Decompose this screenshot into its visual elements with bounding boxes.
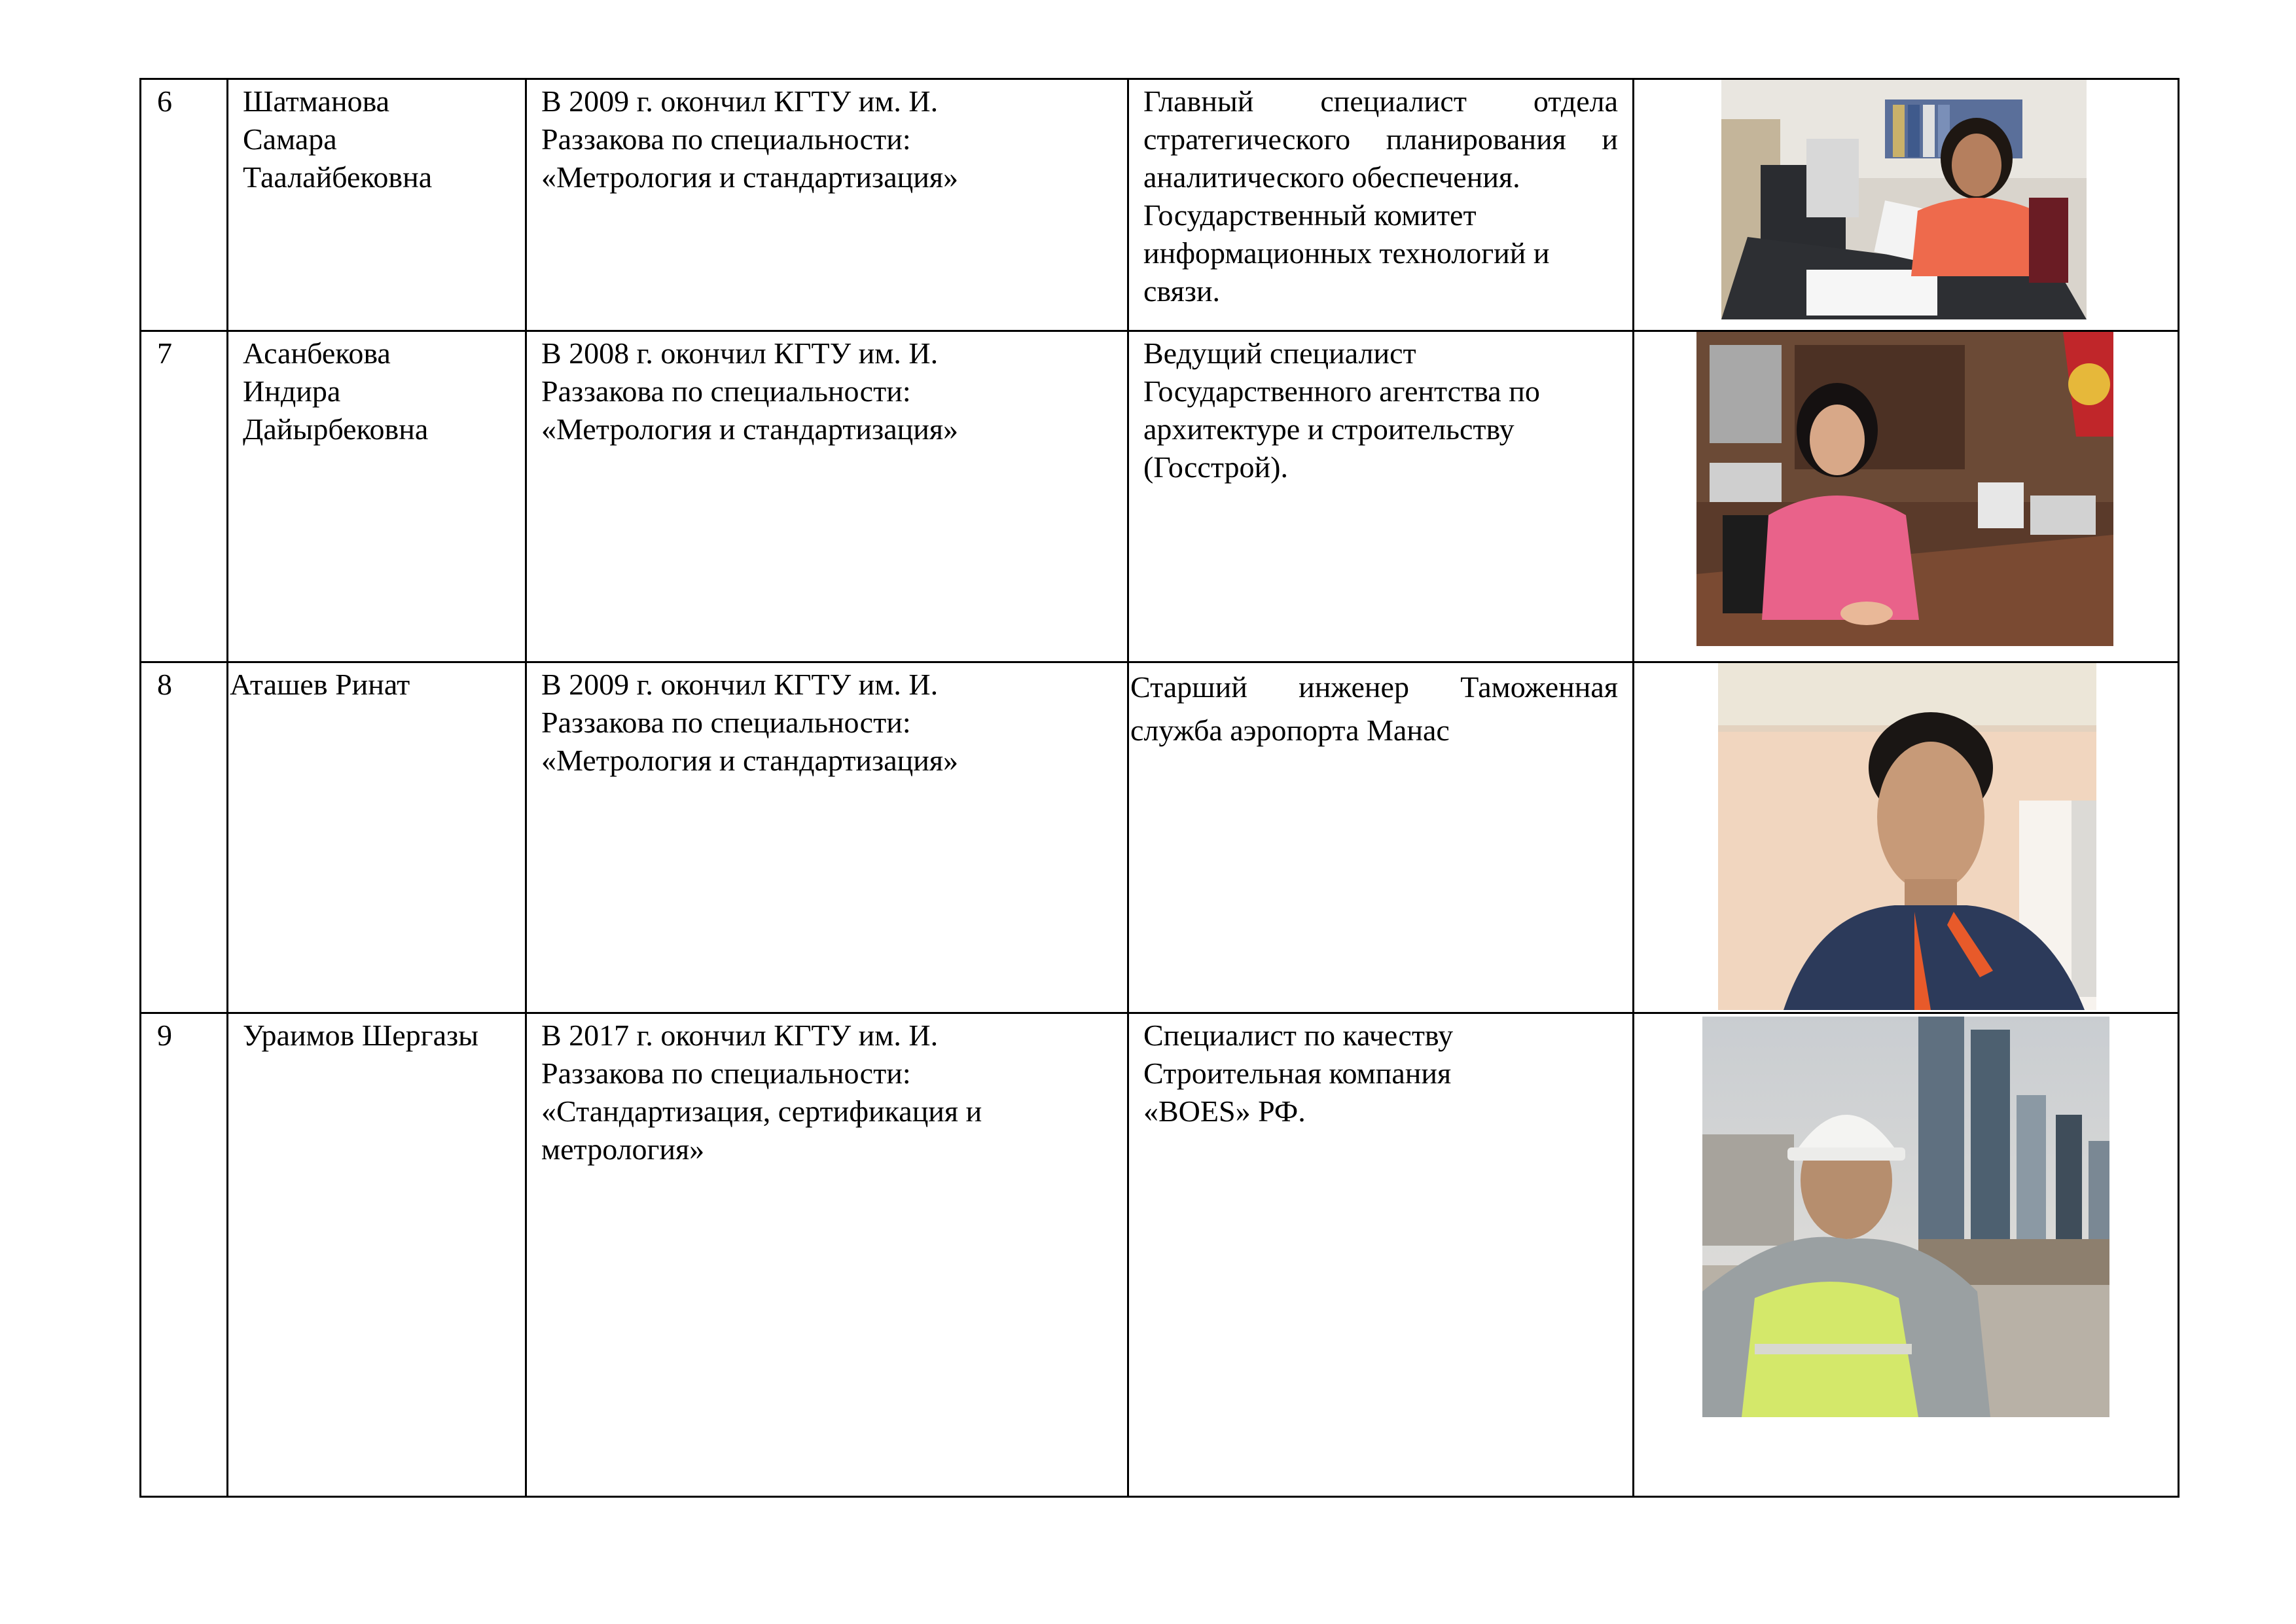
photo-cell bbox=[1634, 331, 2179, 662]
man-selfie-photo bbox=[1718, 663, 2096, 1010]
education-info: В 2008 г. окончил КГТУ им. И. Раззакова по специальности: «Метрология и стандартизация» bbox=[526, 331, 1128, 662]
table-row bbox=[141, 79, 2179, 331]
office-woman-pink-photo bbox=[1696, 332, 2113, 646]
job-position: Специалист по качеству Строительная компания «BOES» РФ. bbox=[1128, 1013, 1634, 1497]
person-name: Аташев Ринат bbox=[228, 662, 526, 1013]
education-info: В 2017 г. окончил КГТУ им. И. Раззакова по специальности: «Стандартизация, сертификация и метрология» bbox=[526, 1013, 1128, 1497]
person-name: Шатманова Самара Таалайбековна bbox=[228, 79, 526, 331]
table-row bbox=[141, 1013, 2179, 1497]
job-position: Главный специалист отдела стратегического планирования и аналитического обеспечения. Государственный комитет информационных технологий и связи. bbox=[1128, 79, 1634, 331]
person-name: Ураимов Шергазы bbox=[228, 1013, 526, 1497]
education-info: В 2009 г. окончил КГТУ им. И. Раззакова по специальности: «Метрология и стандартизация» bbox=[526, 79, 1128, 331]
person-name: Асанбекова Индира Дайырбековна bbox=[228, 331, 526, 662]
construction-worker-photo bbox=[1702, 1017, 2109, 1417]
row-number: 8 bbox=[141, 662, 228, 1013]
table-row bbox=[141, 662, 2179, 1013]
photo-cell bbox=[1634, 662, 2179, 1013]
education-info: В 2009 г. окончил КГТУ им. И. Раззакова по специальности: «Метрология и стандартизация» bbox=[526, 662, 1128, 1013]
photo-cell bbox=[1634, 1013, 2179, 1497]
alumni-table bbox=[139, 78, 2179, 1498]
job-position: Ведущий специалист Государственного агентства по архитектуре и строительству (Госстрой). bbox=[1128, 331, 1634, 662]
job-position: Старший инженер Таможенная служба аэропорта Манас bbox=[1128, 662, 1634, 1013]
row-number: 6 bbox=[141, 79, 228, 331]
table-row bbox=[141, 331, 2179, 662]
office-woman-photo bbox=[1721, 80, 2087, 319]
row-number: 7 bbox=[141, 331, 228, 662]
row-number: 9 bbox=[141, 1013, 228, 1497]
photo-cell bbox=[1634, 79, 2179, 331]
